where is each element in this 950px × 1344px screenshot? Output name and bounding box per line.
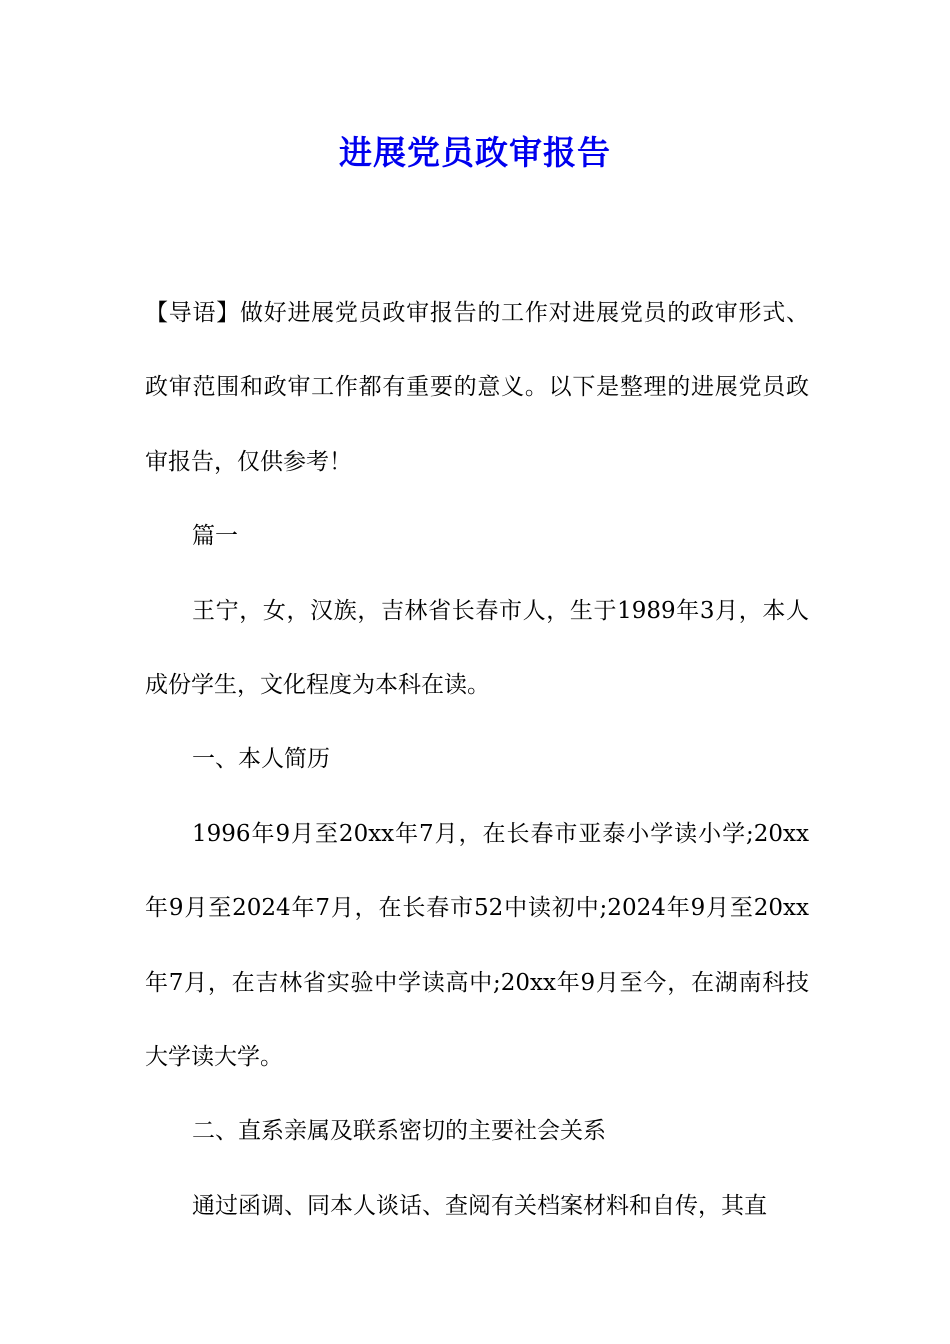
section-heading-relatives: 二、直系亲属及联系密切的主要社会关系 [192,1118,606,1145]
resume-paragraph: 1996年9月至20xx年7月，在长春市亚泰小学读小学;20xx年9月至2024年7月，在长春市52中读初中;2024年9月至20xx年7月，在吉林省实验中学读高中;20xx年9月至今，在湖南科技大学读大学。 [145,820,809,1071]
section-heading-part-one: 篇一 [192,523,238,550]
personal-info-paragraph: 王宁，女，汉族，吉林省长春市人，生于1989年3月，本人成份学生，文化程度为本科在读。 [145,597,809,699]
relatives-paragraph: 通过函调、同本人谈话、查阅有关档案材料和自传，其直 [192,1192,767,1219]
page-title: 进展党员政审报告 [339,133,611,172]
section-heading-resume: 一、本人简历 [192,746,330,773]
intro-paragraph: 【导语】做好进展党员政审报告的工作对进展党员的政审形式、政审范围和政审工作都有重要的意义。以下是整理的进展党员政审报告，仅供参考！ [145,300,809,475]
document-body [145,276,809,1243]
